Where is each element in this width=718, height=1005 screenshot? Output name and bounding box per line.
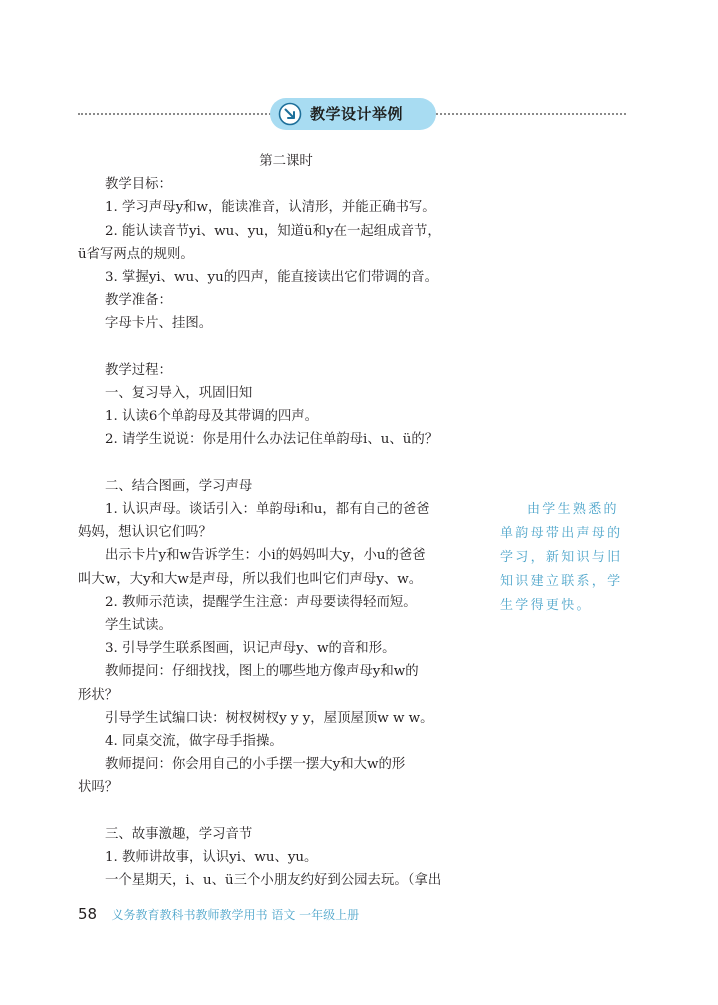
page-number: 58 bbox=[78, 905, 98, 923]
text-line: 引导学生试编口诀：树杈树杈y y y，屋顶屋顶w w w。 bbox=[105, 710, 434, 726]
text-line: 3. 引导学生联系图画，识记声母y、w的音和形。 bbox=[105, 641, 396, 657]
dotted-rule-right bbox=[433, 113, 626, 115]
text-line: 教师提问：你会用自己的小手摆一摆大y和大w的形 bbox=[105, 757, 406, 773]
text-line: 1. 学习声母y和w，能读准音，认清形，并能正确书写。 bbox=[105, 200, 436, 216]
note-line: 生学得更快。 bbox=[500, 598, 592, 613]
text-line: 教师提问：仔细找找，图上的哪些地方像声母y和w的 bbox=[105, 664, 419, 680]
text-line: 教学准备： bbox=[105, 293, 172, 309]
blank-line bbox=[78, 800, 458, 823]
dotted-rule-left bbox=[78, 113, 274, 115]
lesson-body bbox=[78, 150, 458, 892]
text-line: 2. 能认读音节yi、wu、yu，知道ü和y在一起组成音节， bbox=[105, 223, 441, 239]
text-line: 叫大w，大y和大w是声母，所以我们也叫它们声母y、w。 bbox=[78, 571, 423, 587]
text-line: 字母卡片、挂图。 bbox=[105, 316, 213, 332]
note-line: 单韵母带出声母的 bbox=[500, 526, 623, 541]
note-line: 学习，新知识与旧 bbox=[500, 550, 623, 565]
text-line: 一个星期天，i、u、ü三个小朋友约好到公园去玩。（拿出 bbox=[105, 873, 442, 889]
text-line: 2. 教师示范读，提醒学生注意：声母要读得轻而短。 bbox=[105, 594, 417, 610]
text-line: 3. 掌握yi、wu、yu的四声，能直接读出它们带调的音。 bbox=[105, 270, 438, 286]
text-line: 形状？ bbox=[78, 687, 119, 703]
text-line: 1. 教师讲故事，认识yi、wu、yu。 bbox=[105, 850, 318, 866]
lesson-title: 第二课时 bbox=[259, 154, 313, 169]
text-line: 教学目标： bbox=[105, 177, 172, 193]
note-line: 知识建立联系，学 bbox=[500, 574, 623, 589]
section-title-pill bbox=[270, 98, 436, 130]
text-line: 学生试读。 bbox=[105, 618, 172, 634]
section-header bbox=[78, 98, 626, 130]
text-line: 三、故事激趣，学习音节 bbox=[105, 826, 253, 842]
text-line: 状吗？ bbox=[78, 780, 119, 796]
text-line: 出示卡片y和w告诉学生：小i的妈妈叫大y，小u的爸爸 bbox=[105, 548, 426, 564]
margin-note bbox=[500, 498, 630, 618]
blank-line bbox=[78, 452, 458, 475]
text-line: 妈妈，想认识它们吗？ bbox=[78, 525, 212, 541]
blank-line bbox=[78, 336, 458, 359]
arrow-down-right-circle-icon bbox=[278, 102, 302, 126]
text-line: 一、复习导入，巩固旧知 bbox=[105, 386, 253, 402]
book-title: 义务教育教科书教师教学用书 语文 一年级上册 bbox=[111, 908, 360, 922]
text-line: ü省写两点的规则。 bbox=[78, 246, 194, 262]
section-title: 教学设计举例 bbox=[310, 105, 404, 123]
note-line: 由学生熟悉的 bbox=[527, 502, 619, 517]
page-footer bbox=[78, 905, 359, 923]
text-line: 4. 同桌交流，做字母手指操。 bbox=[105, 734, 283, 750]
text-line: 教学过程： bbox=[105, 362, 172, 378]
text-line: 2. 请学生说说：你是用什么办法记住单韵母i、u、ü的？ bbox=[105, 432, 439, 448]
text-line: 1. 认识声母。谈话引入：单韵母i和u，都有自己的爸爸 bbox=[105, 502, 430, 518]
text-line: 二、结合图画，学习声母 bbox=[105, 478, 253, 494]
text-line: 1. 认读6个单韵母及其带调的四声。 bbox=[105, 409, 319, 425]
